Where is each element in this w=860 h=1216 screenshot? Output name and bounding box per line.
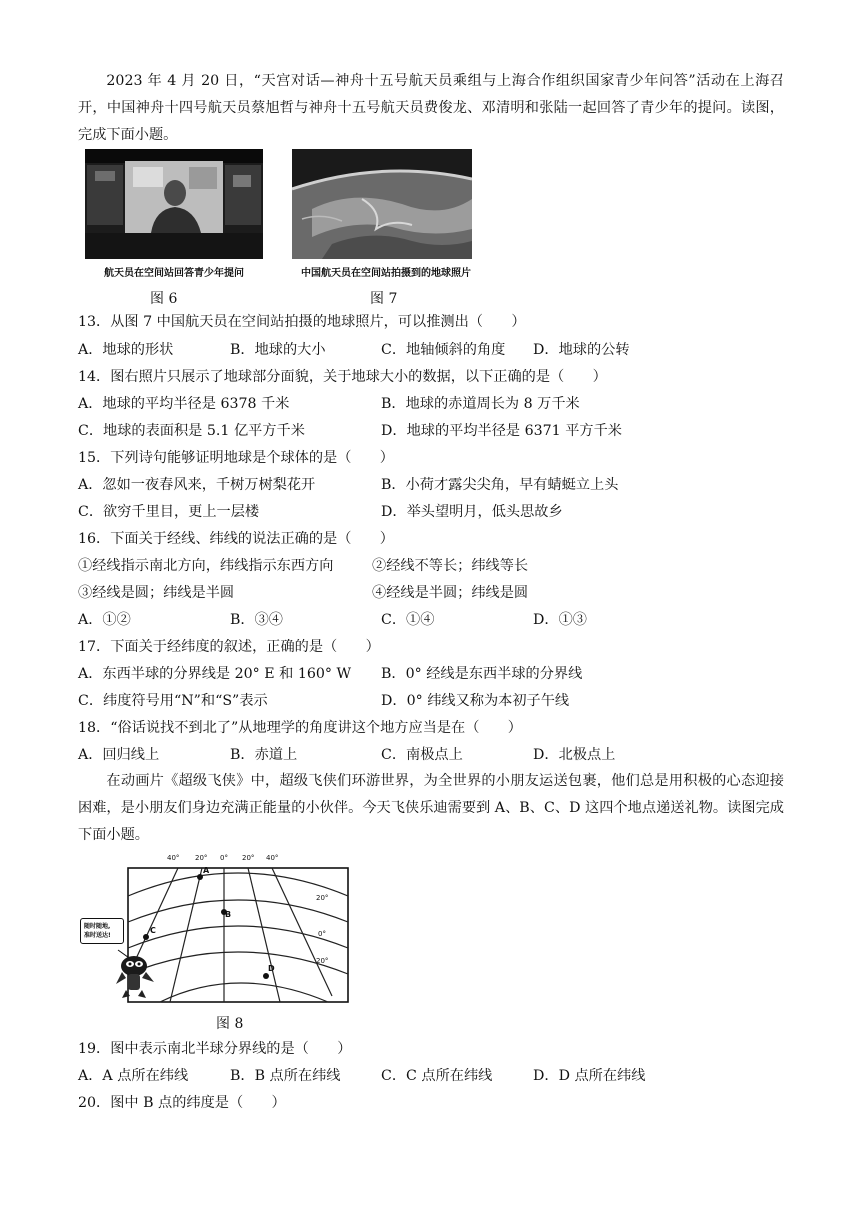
fig6-caption: 航天员在空间站回答青少年提问 bbox=[104, 268, 244, 279]
q15-option-c: C．欲穷千里目，更上一层楼 bbox=[78, 504, 260, 520]
top-label-0: 0° bbox=[220, 854, 228, 862]
point-d-label: D bbox=[268, 964, 275, 973]
question-20-stem: 20．图中 B 点的纬度是（ ） bbox=[78, 1095, 286, 1111]
q13-option-b: B．地球的大小 bbox=[230, 342, 326, 358]
earth-photo bbox=[292, 149, 472, 259]
q14-option-c: C．地球的表面积是 5.1 亿平方千米 bbox=[78, 423, 305, 439]
q13-option-c: C．地轴倾斜的角度 bbox=[381, 342, 506, 358]
q16-statement-2: ②经线不等长；纬线等长 bbox=[372, 558, 529, 574]
q18-option-c: C．南极点上 bbox=[381, 747, 463, 763]
q19-option-b: B．B 点所在纬线 bbox=[230, 1068, 341, 1084]
bubble-line-2: 准时送达! bbox=[84, 932, 111, 939]
q19-option-c: C．C 点所在纬线 bbox=[381, 1068, 493, 1084]
q17-option-c: C．纬度符号用“N”和“S”表示 bbox=[78, 693, 268, 709]
earth-photo-image bbox=[292, 149, 472, 259]
character-figure bbox=[112, 944, 156, 1000]
q13-option-a: A．地球的形状 bbox=[78, 342, 174, 358]
fig7-label: 图 7 bbox=[370, 291, 398, 307]
q16-statement-1: ①经线指示南北方向，纬线指示东西方向 bbox=[78, 558, 334, 574]
question-13-stem: 13．从图 7 中国航天员在空间站拍摄的地球照片，可以推测出（ ） bbox=[78, 314, 526, 330]
top-label-20e: 20° bbox=[242, 854, 255, 862]
q14-option-a: A．地球的平均半径是 6378 千米 bbox=[78, 396, 290, 412]
astronaut-photo bbox=[85, 149, 263, 259]
bubble-line-1: 随时随地, bbox=[84, 923, 111, 930]
point-c-marker bbox=[143, 934, 149, 940]
intro-passage-1: 2023 年 4 月 20 日，“天宫对话—神舟十五号航天员乘组与上海合作组织国家青少年问答”活动在上海召开，中国神舟十四号航天员蔡旭哲与神舟十五号航天员费俊龙、邓清明和张陆一起回答了青少年的提问。读图，完成下面小题。 bbox=[78, 73, 784, 143]
q16-option-a: A．①② bbox=[78, 612, 131, 628]
q15-option-d: D．举头望明月，低头思故乡 bbox=[381, 504, 563, 520]
q15-option-b: B．小荷才露尖尖角，早有蜻蜓立上头 bbox=[381, 477, 619, 493]
fig8-label: 图 8 bbox=[216, 1016, 244, 1032]
fig7-caption: 中国航天员在空间站拍摄到的地球照片 bbox=[301, 268, 471, 279]
right-label-20n: 20° bbox=[316, 894, 329, 902]
q15-option-a: A．忽如一夜春风来，千树万树梨花开 bbox=[78, 477, 316, 493]
q17-option-d: D．0° 纬线又称为本初子午线 bbox=[381, 693, 570, 709]
q17-option-a: A．东西半球的分界线是 20° E 和 160° W bbox=[78, 666, 352, 682]
q18-option-a: A．回归线上 bbox=[78, 747, 160, 763]
q18-option-b: B．赤道上 bbox=[230, 747, 298, 763]
q16-statement-3: ③经线是圆；纬线是半圆 bbox=[78, 585, 235, 601]
fig6-label: 图 6 bbox=[150, 291, 178, 307]
point-b-label: B bbox=[225, 910, 232, 919]
question-17-stem: 17．下面关于经纬度的叙述，正确的是（ ） bbox=[78, 639, 380, 655]
intro-passage-2: 在动画片《超级飞侠》中，超级飞侠们环游世界，为全世界的小朋友运送包裹，他们总是用积极的心态迎接困难，是小朋友们身边充满正能量的小伙伴。今天飞侠乐迪需要到 A、B、C、D 这四个地点递送礼物。读图完成下面小题。 bbox=[78, 773, 784, 843]
q19-option-a: A．A 点所在纬线 bbox=[78, 1068, 189, 1084]
right-label-0: 0° bbox=[318, 930, 326, 938]
question-15-stem: 15．下列诗句能够证明地球是个球体的是（ ） bbox=[78, 450, 394, 466]
top-label-20w: 20° bbox=[195, 854, 208, 862]
q16-option-b: B．③④ bbox=[230, 612, 283, 628]
question-18-stem: 18．“俗话说找不到北了”从地理学的角度讲这个地方应当是在（ ） bbox=[78, 720, 522, 736]
top-label-40w: 40° bbox=[167, 854, 180, 862]
speech-bubble bbox=[80, 918, 124, 944]
point-d-marker bbox=[263, 973, 269, 979]
astronaut-photo-image bbox=[85, 149, 263, 259]
question-19-stem: 19．图中表示南北半球分界线的是（ ） bbox=[78, 1041, 352, 1057]
q17-option-b: B．0° 经线是东西半球的分界线 bbox=[381, 666, 583, 682]
question-16-stem: 16．下面关于经线、纬线的说法正确的是（ ） bbox=[78, 531, 394, 547]
q16-option-d: D．①③ bbox=[533, 612, 587, 628]
question-14-stem: 14．图右照片只展示了地球部分面貌，关于地球大小的数据，以下正确的是（ ） bbox=[78, 369, 607, 385]
q13-option-d: D．地球的公转 bbox=[533, 342, 630, 358]
point-c-label: C bbox=[150, 926, 156, 935]
superwings-character bbox=[112, 944, 156, 1000]
q14-option-b: B．地球的赤道周长为 8 万千米 bbox=[381, 396, 580, 412]
q16-option-c: C．①④ bbox=[381, 612, 435, 628]
point-a-label: A bbox=[203, 866, 210, 875]
top-label-40e: 40° bbox=[266, 854, 279, 862]
q19-option-d: D．D 点所在纬线 bbox=[533, 1068, 646, 1084]
q18-option-d: D．北极点上 bbox=[533, 747, 616, 763]
q16-statement-4: ④经线是半圆；纬线是圆 bbox=[372, 585, 529, 601]
right-label-20s: 20° bbox=[316, 957, 329, 965]
q14-option-d: D．地球的平均半径是 6371 平方千米 bbox=[381, 423, 622, 439]
